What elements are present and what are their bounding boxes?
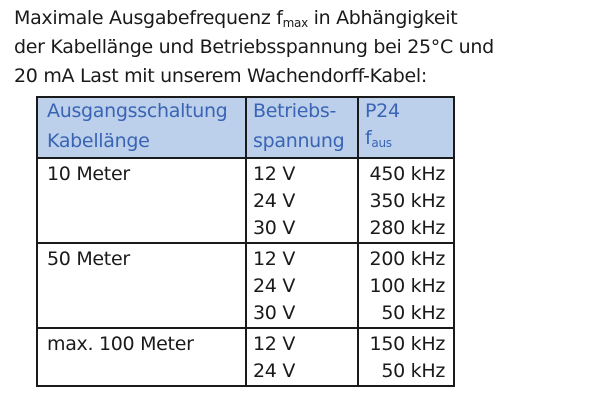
intro-line-2: der Kabellänge und Betriebsspannung bei 25°C und — [14, 36, 494, 58]
header-faus: faus — [358, 125, 454, 158]
empty-cell — [37, 188, 246, 215]
frequency-table — [36, 96, 455, 387]
cable-length-cell: 50 Meter — [47, 248, 130, 270]
table-body — [37, 158, 454, 386]
voltage-cell: 24 V — [246, 358, 358, 386]
cable-length-cell: 10 Meter — [47, 163, 130, 185]
frequency-cell: 450 kHz — [358, 158, 454, 188]
table-row — [37, 215, 454, 243]
table-row — [37, 300, 454, 328]
table-row — [37, 158, 454, 188]
frequency-cell: 200 kHz — [358, 243, 454, 273]
frequency-cell: 100 kHz — [358, 273, 454, 300]
header-row-2 — [37, 125, 454, 158]
voltage-cell: 12 V — [246, 243, 358, 273]
header-output-circuit: Ausgangsschaltung — [37, 97, 246, 125]
table-row — [37, 273, 454, 300]
intro-text — [14, 4, 594, 91]
table-row — [37, 188, 454, 215]
frequency-cell: 150 kHz — [358, 328, 454, 358]
fmax-subscript: max — [282, 16, 308, 30]
frequency-cell: 50 kHz — [358, 300, 454, 328]
voltage-cell: 30 V — [246, 215, 358, 243]
header-p24: P24 — [358, 97, 454, 125]
table-row — [37, 358, 454, 386]
table-header — [37, 97, 454, 158]
table-row — [37, 243, 454, 273]
empty-cell — [37, 273, 246, 300]
intro-line-3: 20 mA Last mit unserem Wachendorff-Kabel: — [14, 65, 427, 87]
header-row-1 — [37, 97, 454, 125]
frequency-cell: 350 kHz — [358, 188, 454, 215]
empty-cell — [37, 215, 246, 243]
cable-length-cell: max. 100 Meter — [47, 333, 194, 355]
empty-cell — [37, 300, 246, 328]
header-operating: Betriebs- — [246, 97, 358, 125]
voltage-cell: 12 V — [246, 158, 358, 188]
frequency-cell: 50 kHz — [358, 358, 454, 386]
table-row — [37, 328, 454, 358]
header-voltage: spannung — [246, 125, 358, 158]
voltage-cell: 30 V — [246, 300, 358, 328]
frequency-cell: 280 kHz — [358, 215, 454, 243]
voltage-cell: 24 V — [246, 273, 358, 300]
header-cable-length: Kabellänge — [37, 125, 246, 158]
intro-line-1: Maximale Ausgabefrequenz $f_{max}$ in Abhängigkeit — [14, 7, 458, 30]
empty-cell — [37, 358, 246, 386]
voltage-cell: 24 V — [246, 188, 358, 215]
voltage-cell: 12 V — [246, 328, 358, 358]
